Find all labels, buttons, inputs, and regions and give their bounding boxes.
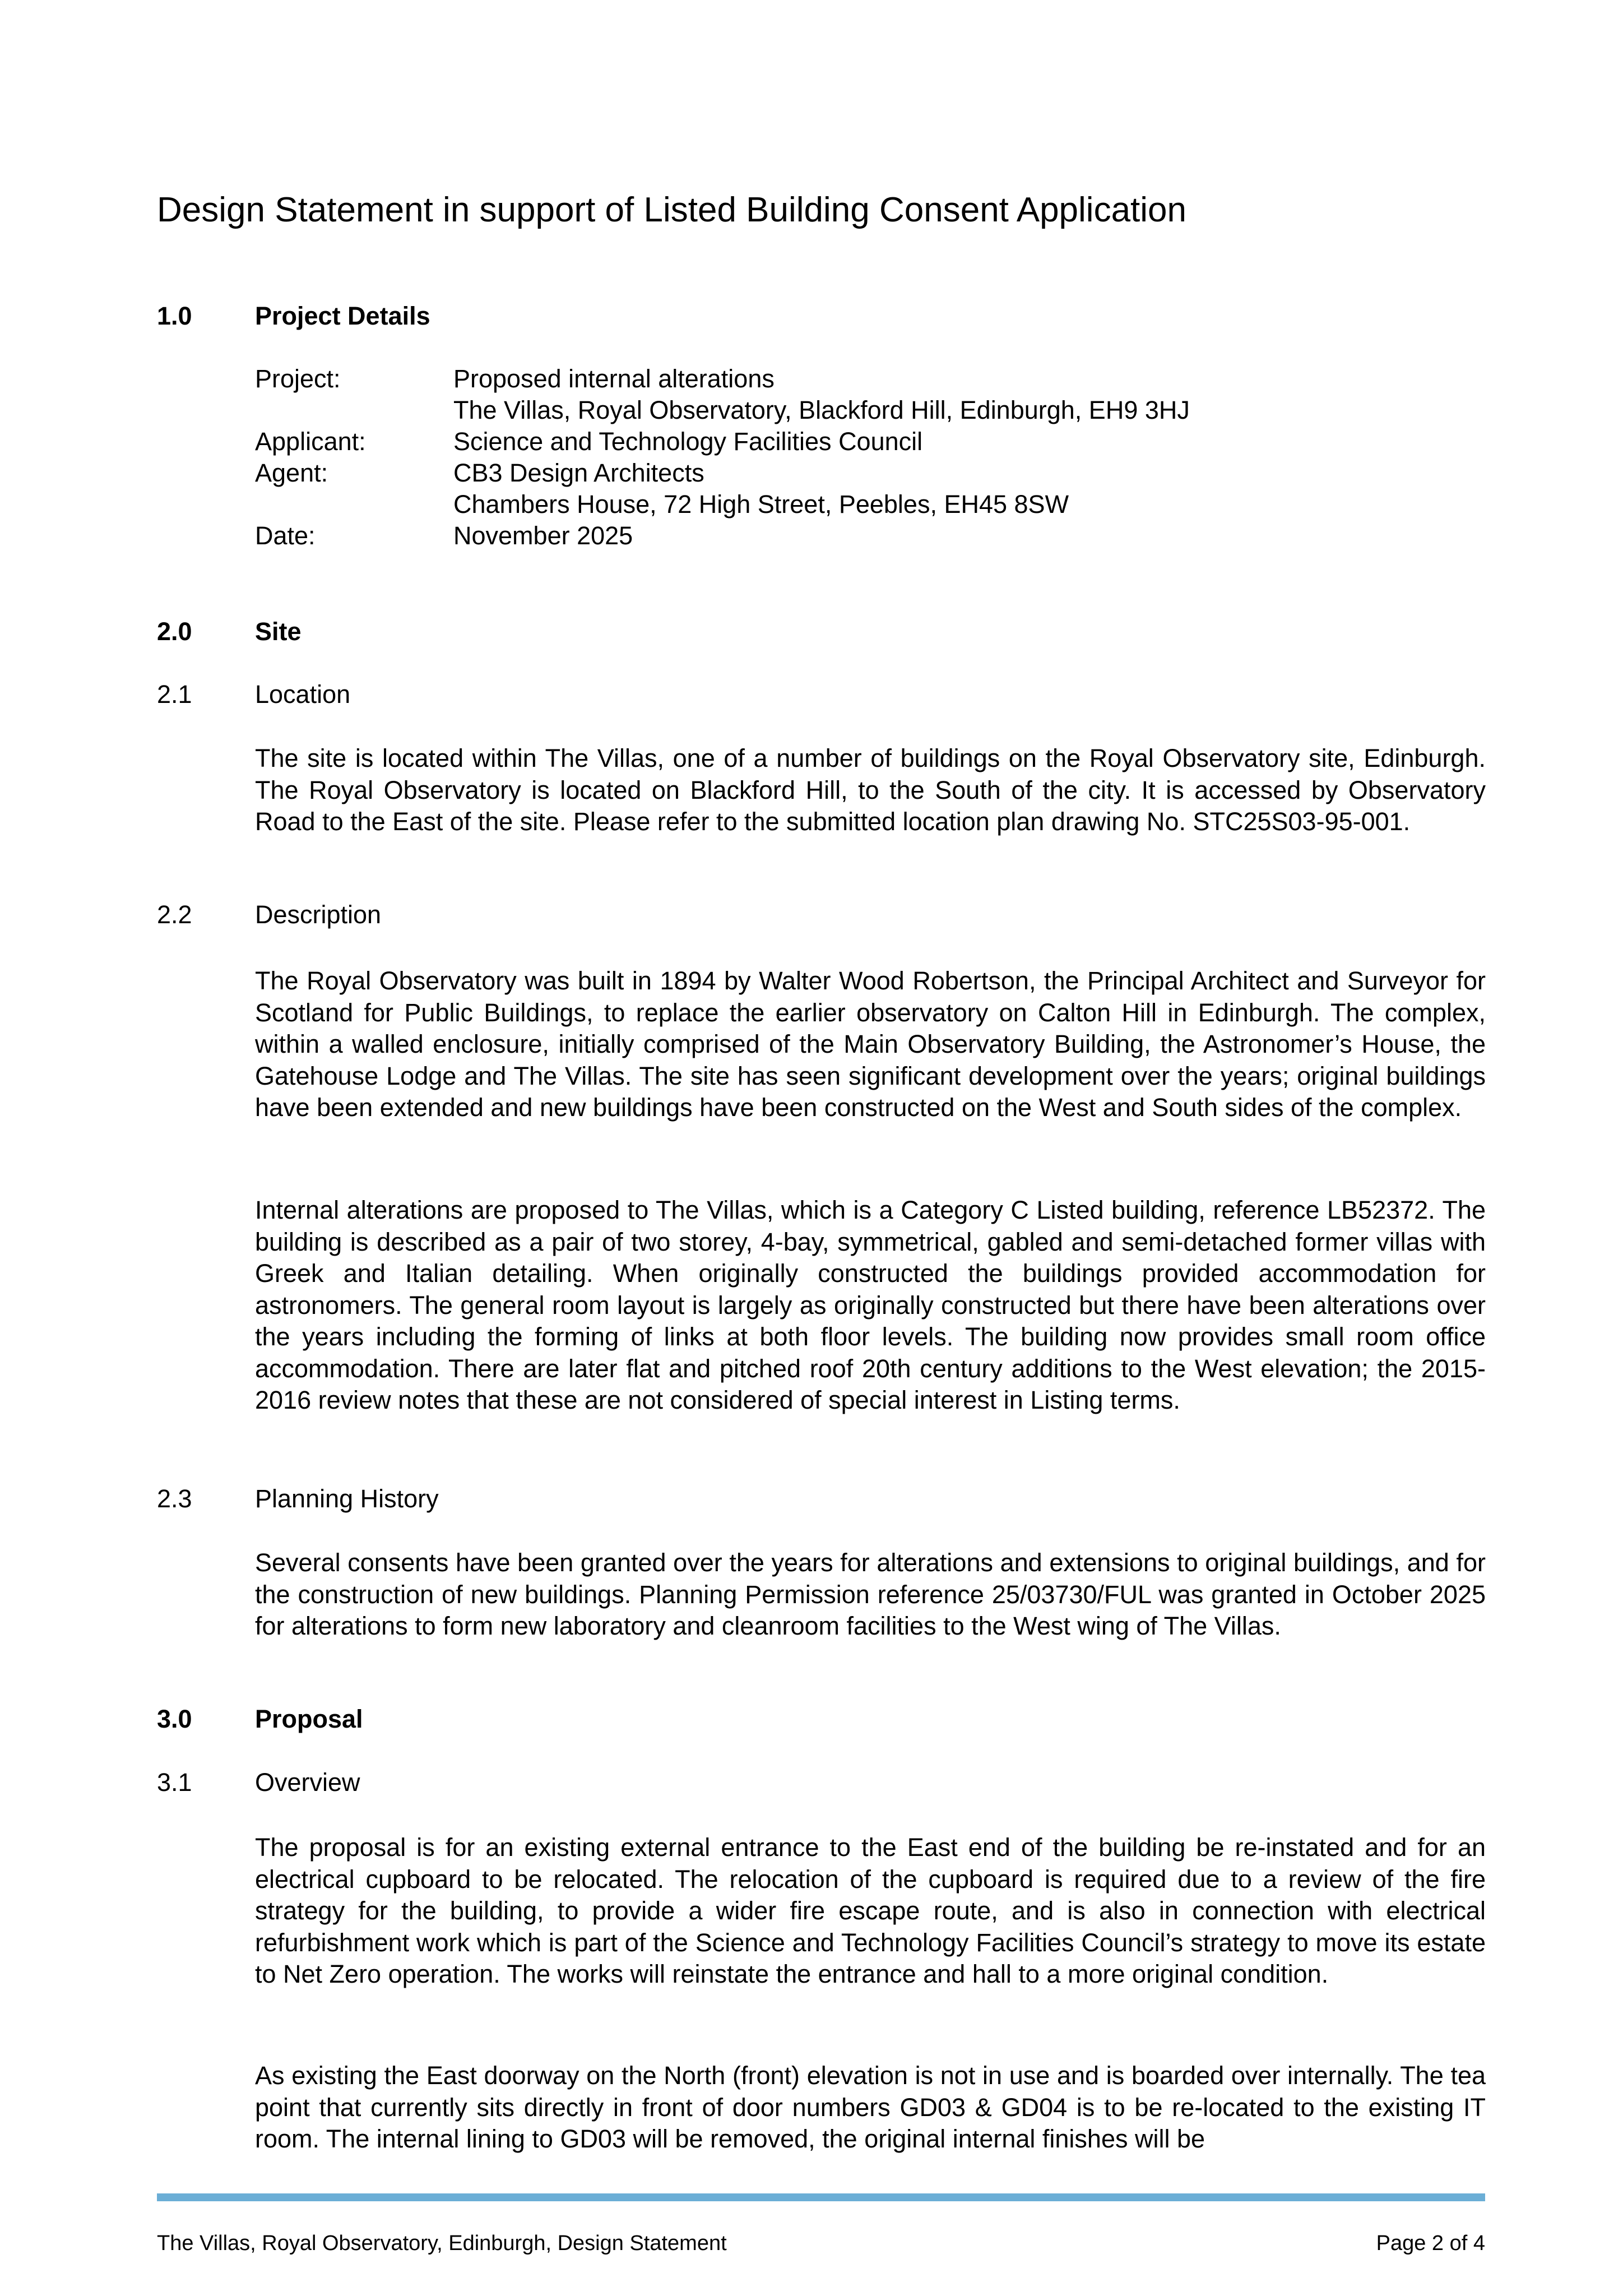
section-2-heading: Site (255, 617, 302, 646)
detail-label-project: Project: (255, 364, 341, 393)
subsection-2-3-heading: Planning History (255, 1484, 439, 1513)
footer-rule (157, 2193, 1485, 2201)
subsection-2-1-heading: Location (255, 680, 351, 709)
planning-history-paragraph: Several consents have been granted over the years for alterations and extensions to original buildings, and for the construction of new buildings. Planning Permission reference 25/03730/FUL was granted in October 2025 for alterations to form new laboratory and cleanroom facilities to the West wing of The Villas. (255, 1548, 1486, 1640)
location-paragraph: The site is located within The Villas, one of a number of buildings on the Royal Observatory site, Edinburgh. The Royal Observatory is located on Blackford Hill, to the South of the city. It is accessed by Observatory Road to the East of the site. Please refer to the submitted location plan drawing No. STC25S03-95-001. (255, 744, 1486, 836)
project-details-table (255, 363, 1190, 552)
section-3-number: 3.0 (157, 1705, 192, 1733)
detail-row-agent (255, 457, 1190, 520)
detail-value-agent-address: Chambers House, 72 High Street, Peebles, EH45 8SW (453, 490, 1069, 519)
detail-label-applicant: Applicant: (255, 427, 366, 456)
footer-page-number: Page 2 of 4 (1376, 2232, 1485, 2255)
description-paragraph-2: Internal alterations are proposed to The Villas, which is a Category C Listed building, reference LB52372. The building is described as a pair of two storey, 4-bay, symmetrical, gabled and semi-detached former villas with Greek and Italian detailing. When originally constructed the buildings provided accommodation for astronomers. The general room layout is largely as originally constructed but there have been alterations over the years including the forming of links at both floor levels. The building now provides small room office accommodation. There are later flat and pitched roof 20th century additions to the West elevation; the 2015-2016 review notes that these are not considered of special interest in Listing terms. (255, 1196, 1486, 1414)
detail-row-applicant (255, 426, 1190, 457)
overview-paragraph-2: As existing the East doorway on the North (front) elevation is not in use and is boarded over internally. The tea point that currently sits directly in front of door numbers GD03 & GD04 is to be re-located to the existing IT room. The internal lining to GD03 will be removed, the original internal finishes will be (255, 2061, 1486, 2153)
overview-paragraph-1: The proposal is for an existing external entrance to the East end of the building be re-instated and for an electrical cupboard to be relocated. The relocation of the cupboard is required due to a review of the fire strategy for the building, to provide a wider fire escape route, and is also in connection with electrical refurbishment work which is part of the Science and Technology Facilities Council’s strategy to move its estate to Net Zero operation. The works will reinstate the entrance and hall to a more original condition. (255, 1833, 1486, 1988)
detail-row-project (255, 363, 1190, 426)
section-1-number: 1.0 (157, 302, 192, 330)
detail-label-date: Date: (255, 521, 316, 550)
detail-value-agent: CB3 Design Architects (453, 459, 704, 487)
subsection-3-1-number: 3.1 (157, 1768, 192, 1797)
section-2-number: 2.0 (157, 617, 192, 646)
detail-label-agent: Agent: (255, 459, 328, 487)
subsection-2-3-number: 2.3 (157, 1484, 192, 1513)
detail-value-applicant: Science and Technology Facilities Council (453, 427, 923, 456)
subsection-2-2-number: 2.2 (157, 900, 192, 929)
detail-row-date (255, 520, 1190, 552)
subsection-2-1-number: 2.1 (157, 680, 192, 709)
detail-value-project: Proposed internal alterations (453, 364, 775, 393)
section-3-heading: Proposal (255, 1705, 363, 1733)
section-1-heading: Project Details (255, 302, 430, 330)
description-paragraph-1: The Royal Observatory was built in 1894 by Walter Wood Robertson, the Principal Architect and Surveyor for Scotland for Public Buildings, to replace the earlier observatory on Calton Hill in Edinburgh. The complex, within a walled enclosure, initially comprised of the Main Observatory Building, the Astronomer’s House, the Gatehouse Lodge and The Villas. The site has seen significant development over the years; original buildings have been extended and new buildings have been constructed on the West and South sides of the complex. (255, 966, 1486, 1122)
detail-value-project-address: The Villas, Royal Observatory, Blackford Hill, Edinburgh, EH9 3HJ (453, 396, 1190, 424)
subsection-2-2-heading: Description (255, 900, 382, 929)
page-title: Design Statement in support of Listed Building Consent Application (157, 191, 1187, 229)
footer-document-title: The Villas, Royal Observatory, Edinburgh, Design Statement (157, 2232, 727, 2255)
subsection-3-1-heading: Overview (255, 1768, 360, 1797)
detail-value-date: November 2025 (453, 521, 633, 550)
